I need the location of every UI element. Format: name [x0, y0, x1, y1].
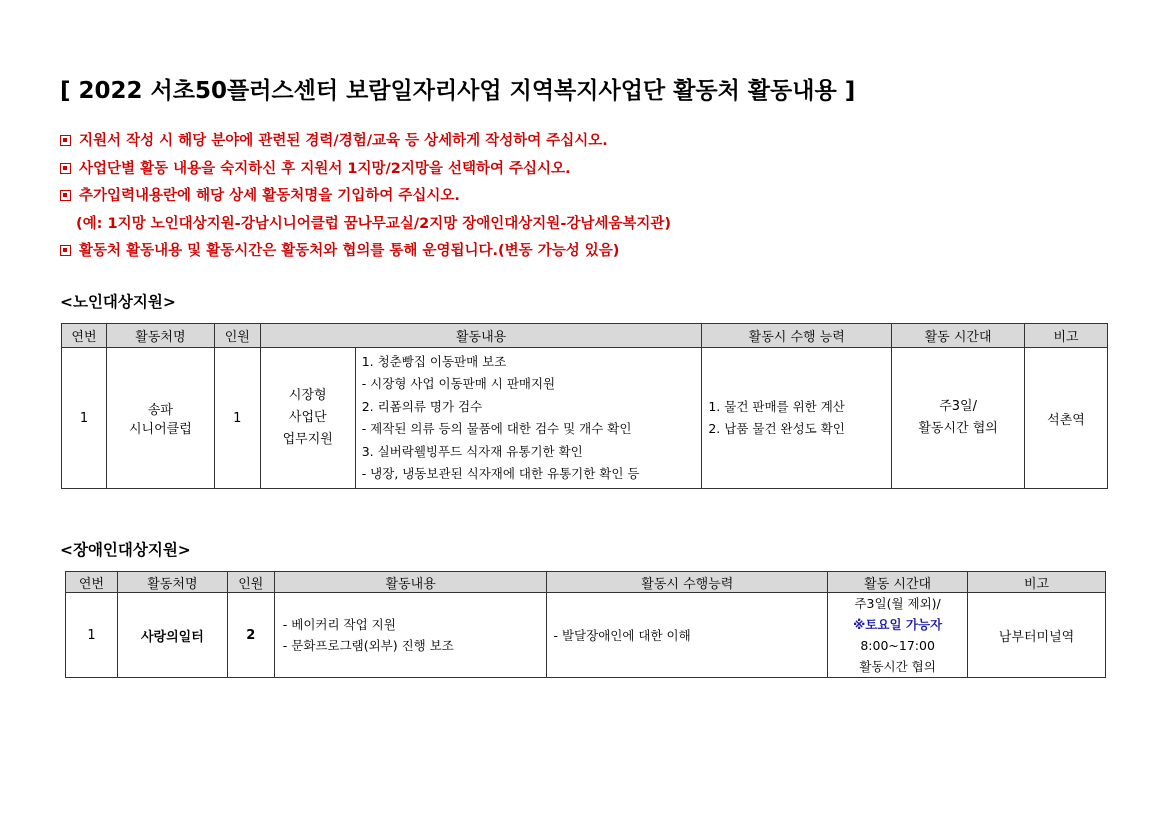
header-count: 인원	[214, 324, 260, 348]
cell-note: 남부터미널역	[968, 593, 1106, 678]
header-place: 활동처명	[106, 324, 214, 348]
notice-item: 사업단별 활동 내용을 숙지하신 후 지원서 1지망/2지망을 선택하여 주십시오.	[60, 156, 671, 184]
table-row	[62, 348, 1108, 489]
cell-count: 1	[214, 348, 260, 489]
table-header-row	[62, 324, 1108, 348]
notice-item: 지원서 작성 시 해당 분야에 관련된 경력/경험/교육 등 상세하게 작성하여 주십시오.	[60, 128, 671, 156]
cell-category: 시장형 사업단 업무지원	[260, 348, 355, 489]
header-ability: 활동시 수행 능력	[702, 324, 892, 348]
cell-time: 주3일/ 활동시간 협의	[892, 348, 1025, 489]
disabled-support-table	[65, 571, 1106, 678]
cell-place: 사랑의일터	[117, 593, 227, 678]
header-count: 인원	[227, 572, 274, 593]
notice-item: 활동처 활동내용 및 활동시간은 활동처와 협의를 통해 운영됩니다.(변동 가능성 있음)	[60, 238, 671, 266]
cell-activity-details: 1. 청춘빵집 이동판매 보조 - 시장형 사업 이동판매 시 판매지원 2. 리폼의류 명가 검수 - 제작된 의류 등의 물품에 대한 검수 및 개수 확인 3. 실버락웰빙푸드 식자재 유통기한 확인 - 냉장, 냉동보관된 식자재에 대한 유통기한 확인 등	[355, 348, 702, 489]
notice-list	[60, 128, 671, 266]
cell-note: 석촌역	[1025, 348, 1108, 489]
header-ability: 활동시 수행능력	[547, 572, 828, 593]
header-activity: 활동내용	[274, 572, 547, 593]
checkbox-bullet-icon	[60, 190, 71, 201]
checkbox-bullet-icon	[60, 245, 71, 256]
header-note: 비고	[968, 572, 1106, 593]
header-note: 비고	[1025, 324, 1108, 348]
header-time: 활동 시간대	[892, 324, 1025, 348]
section-title-elderly: <노인대상지원>	[60, 293, 176, 311]
notice-example: (예: 1지망 노인대상지원-강남시니어클럽 꿈나무교실/2지망 장애인대상지원-강남세움복지관)	[76, 215, 672, 232]
elderly-support-table	[61, 323, 1108, 489]
cell-ability: 1. 물건 판매를 위한 계산 2. 납품 물건 완성도 확인	[702, 348, 892, 489]
notice-item: 추가입력내용란에 해당 상세 활동처명을 기입하여 주십시오.	[60, 183, 671, 211]
header-place: 활동처명	[117, 572, 227, 593]
checkbox-bullet-icon	[60, 135, 71, 146]
table-row	[66, 593, 1106, 678]
header-no: 연번	[62, 324, 107, 348]
header-activity: 활동내용	[260, 324, 702, 348]
cell-ability: - 발달장애인에 대한 이해	[547, 593, 828, 678]
saturday-highlight: ※토요일 가능자	[853, 617, 943, 632]
header-time: 활동 시간대	[828, 572, 968, 593]
page-title: [ 2022 서초50플러스센터 보람일자리사업 지역복지사업단 활동처 활동내용 ]	[60, 78, 856, 104]
cell-no: 1	[62, 348, 107, 489]
section-title-disabled: <장애인대상지원>	[60, 541, 191, 559]
checkbox-bullet-icon	[60, 163, 71, 174]
cell-activity-details: - 베이커리 작업 지원 - 문화프로그램(외부) 진행 보조	[274, 593, 547, 678]
cell-no: 1	[66, 593, 118, 678]
cell-time: 주3일(월 제외)/ ※토요일 가능자 8:00~17:00 활동시간 협의	[828, 593, 968, 678]
cell-count: 2	[227, 593, 274, 678]
cell-place: 송파 시니어클럽	[106, 348, 214, 489]
table-header-row	[66, 572, 1106, 593]
header-no: 연번	[66, 572, 118, 593]
